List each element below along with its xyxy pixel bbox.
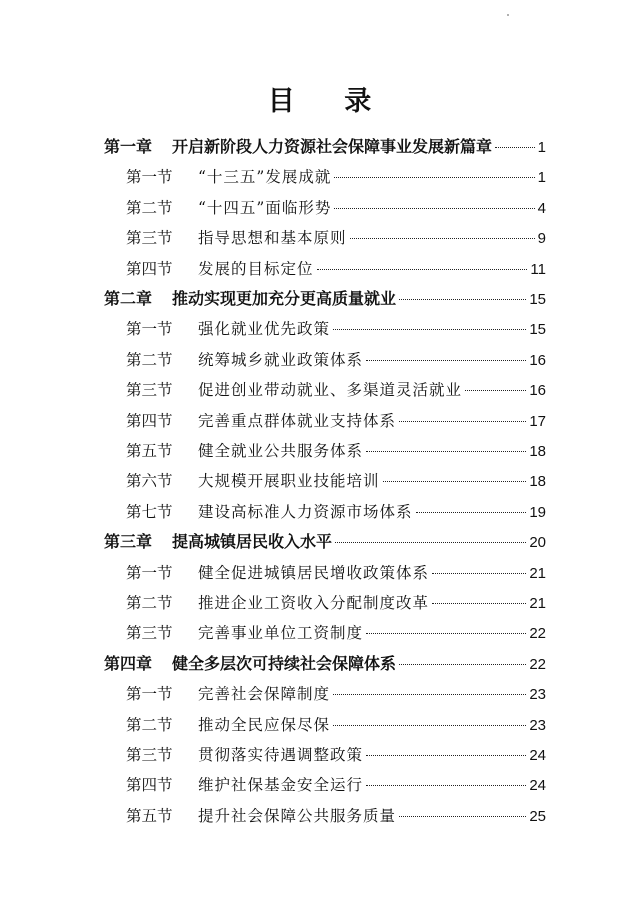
page-number: 18 [529, 473, 546, 491]
toc-chapter-entry[interactable] [104, 651, 546, 677]
section-title: 建设高标准人力资源市场体系 [198, 502, 413, 521]
toc-chapter-entry[interactable] [104, 134, 546, 160]
chapter-title: 提高城镇居民收入水平 [172, 532, 333, 552]
dot-leader [366, 785, 526, 786]
section-number: 第四节 [126, 259, 173, 278]
dot-leader [335, 542, 526, 543]
page-number: 24 [529, 777, 546, 795]
toc-section-entry[interactable] [126, 256, 546, 282]
section-number: 第二节 [126, 350, 173, 369]
chapter-number: 第二章 [104, 289, 153, 308]
dot-leader [350, 238, 535, 239]
chapter-number: 第四章 [104, 653, 153, 673]
section-number: 第一节 [126, 320, 173, 339]
dot-leader [399, 421, 526, 422]
section-number: 第五节 [126, 442, 173, 460]
toc-section-entry[interactable] [126, 164, 546, 190]
toc-chapter-entry[interactable] [104, 286, 546, 312]
page-number: 16 [529, 351, 546, 369]
page-title: 目 录 [267, 86, 392, 117]
page-number: 20 [529, 534, 546, 552]
section-number: 第七节 [126, 502, 173, 521]
dot-leader [366, 451, 526, 452]
dot-leader [366, 633, 526, 634]
dot-leader [432, 603, 526, 604]
toc-section-entry[interactable] [126, 681, 546, 707]
dot-leader [334, 208, 534, 209]
dot-leader [333, 694, 526, 695]
toc-section-entry[interactable] [126, 225, 546, 251]
section-title: “十三五”发展成就 [198, 168, 332, 187]
section-number: 第五节 [126, 806, 173, 825]
dot-leader [495, 147, 535, 148]
section-number: 第一节 [126, 168, 173, 187]
dot-leader [383, 481, 527, 482]
page-number: 22 [529, 625, 546, 643]
section-number: 第四节 [126, 776, 173, 795]
dot-leader [399, 664, 526, 665]
toc-section-entry[interactable] [126, 772, 546, 798]
page-number: 1 [537, 139, 546, 156]
toc-section-entry[interactable] [126, 468, 546, 494]
section-title: 完善事业单位工资制度 [198, 624, 364, 643]
page-number: 22 [529, 655, 546, 673]
toc-section-entry[interactable] [126, 408, 546, 434]
dot-leader [317, 269, 528, 270]
toc-section-entry[interactable] [126, 712, 546, 738]
page-number: 23 [529, 716, 546, 734]
section-number: 第三节 [126, 229, 173, 248]
toc-section-entry[interactable] [126, 438, 546, 464]
toc-section-entry[interactable] [126, 803, 546, 829]
dot-leader [333, 329, 526, 330]
page-number: 1 [537, 169, 546, 187]
page-number: 25 [529, 807, 546, 825]
toc-section-entry[interactable] [126, 316, 546, 342]
page-number: 16 [529, 382, 546, 400]
section-title: 大规模开展职业技能培训 [198, 472, 380, 491]
section-number: 第六节 [126, 472, 173, 491]
section-number: 第三节 [126, 381, 173, 400]
page-number: 19 [529, 503, 546, 521]
page-number: 18 [529, 443, 546, 460]
page-number: 21 [529, 564, 546, 582]
page-number: 4 [537, 199, 546, 217]
section-title: 提升社会保障公共服务质量 [198, 806, 397, 825]
dot-leader [399, 299, 526, 300]
page-number: 15 [529, 291, 546, 308]
page-number: 11 [530, 260, 546, 278]
dot-leader [416, 512, 527, 513]
page-number: 15 [529, 321, 546, 339]
toc-section-entry[interactable] [126, 590, 546, 616]
page-number: 17 [529, 412, 546, 430]
section-title: 贯彻落实待遇调整政策 [198, 746, 364, 764]
dot-leader [333, 725, 526, 726]
scan-speck [507, 14, 509, 16]
toc-section-entry[interactable] [126, 620, 546, 646]
toc-chapter-entry[interactable] [104, 529, 546, 555]
section-title: 促进创业带动就业、多渠道灵活就业 [198, 381, 463, 400]
toc-section-entry[interactable] [126, 347, 546, 373]
chapter-number: 第三章 [104, 532, 153, 552]
toc-section-entry[interactable] [126, 560, 546, 586]
section-title: 指导思想和基本原则 [198, 229, 347, 248]
chapter-title: 健全多层次可持续社会保障体系 [172, 653, 397, 673]
section-title: “十四五”面临形势 [198, 198, 332, 217]
section-number: 第一节 [126, 685, 173, 704]
section-number: 第二节 [126, 594, 173, 612]
page-number: 24 [529, 747, 546, 764]
toc-section-entry[interactable] [126, 742, 546, 768]
section-title: 推动全民应保尽保 [198, 715, 331, 734]
section-title: 完善社会保障制度 [198, 685, 331, 704]
toc-section-entry[interactable] [126, 499, 546, 525]
section-number: 第一节 [126, 563, 173, 582]
section-title: 推进企业工资收入分配制度改革 [198, 594, 430, 612]
section-number: 第三节 [126, 746, 173, 764]
chapter-number: 第一章 [104, 137, 153, 156]
section-title: 维护社保基金安全运行 [198, 776, 364, 795]
section-title: 健全就业公共服务体系 [198, 442, 364, 460]
page-number: 9 [537, 230, 546, 248]
page-number: 23 [529, 686, 546, 704]
toc-section-entry[interactable] [126, 377, 546, 403]
page-number: 21 [529, 595, 546, 612]
section-number: 第三节 [126, 624, 173, 643]
section-title: 统筹城乡就业政策体系 [198, 350, 364, 369]
dot-leader [334, 177, 534, 178]
section-number: 第二节 [126, 715, 173, 734]
section-number: 第二节 [126, 198, 173, 217]
dot-leader [366, 360, 526, 361]
section-title: 强化就业优先政策 [198, 320, 331, 339]
dot-leader [399, 816, 526, 817]
dot-leader [366, 755, 526, 756]
chapter-title: 推动实现更加充分更高质量就业 [172, 289, 397, 308]
toc-section-entry[interactable] [126, 195, 546, 221]
section-title: 发展的目标定位 [198, 259, 314, 278]
dot-leader [432, 573, 526, 574]
section-title: 健全促进城镇居民增收政策体系 [198, 563, 430, 582]
section-number: 第四节 [126, 411, 173, 430]
dot-leader [465, 390, 526, 391]
chapter-title: 开启新阶段人力资源社会保障事业发展新篇章 [172, 137, 493, 156]
section-title: 完善重点群体就业支持体系 [198, 411, 397, 430]
